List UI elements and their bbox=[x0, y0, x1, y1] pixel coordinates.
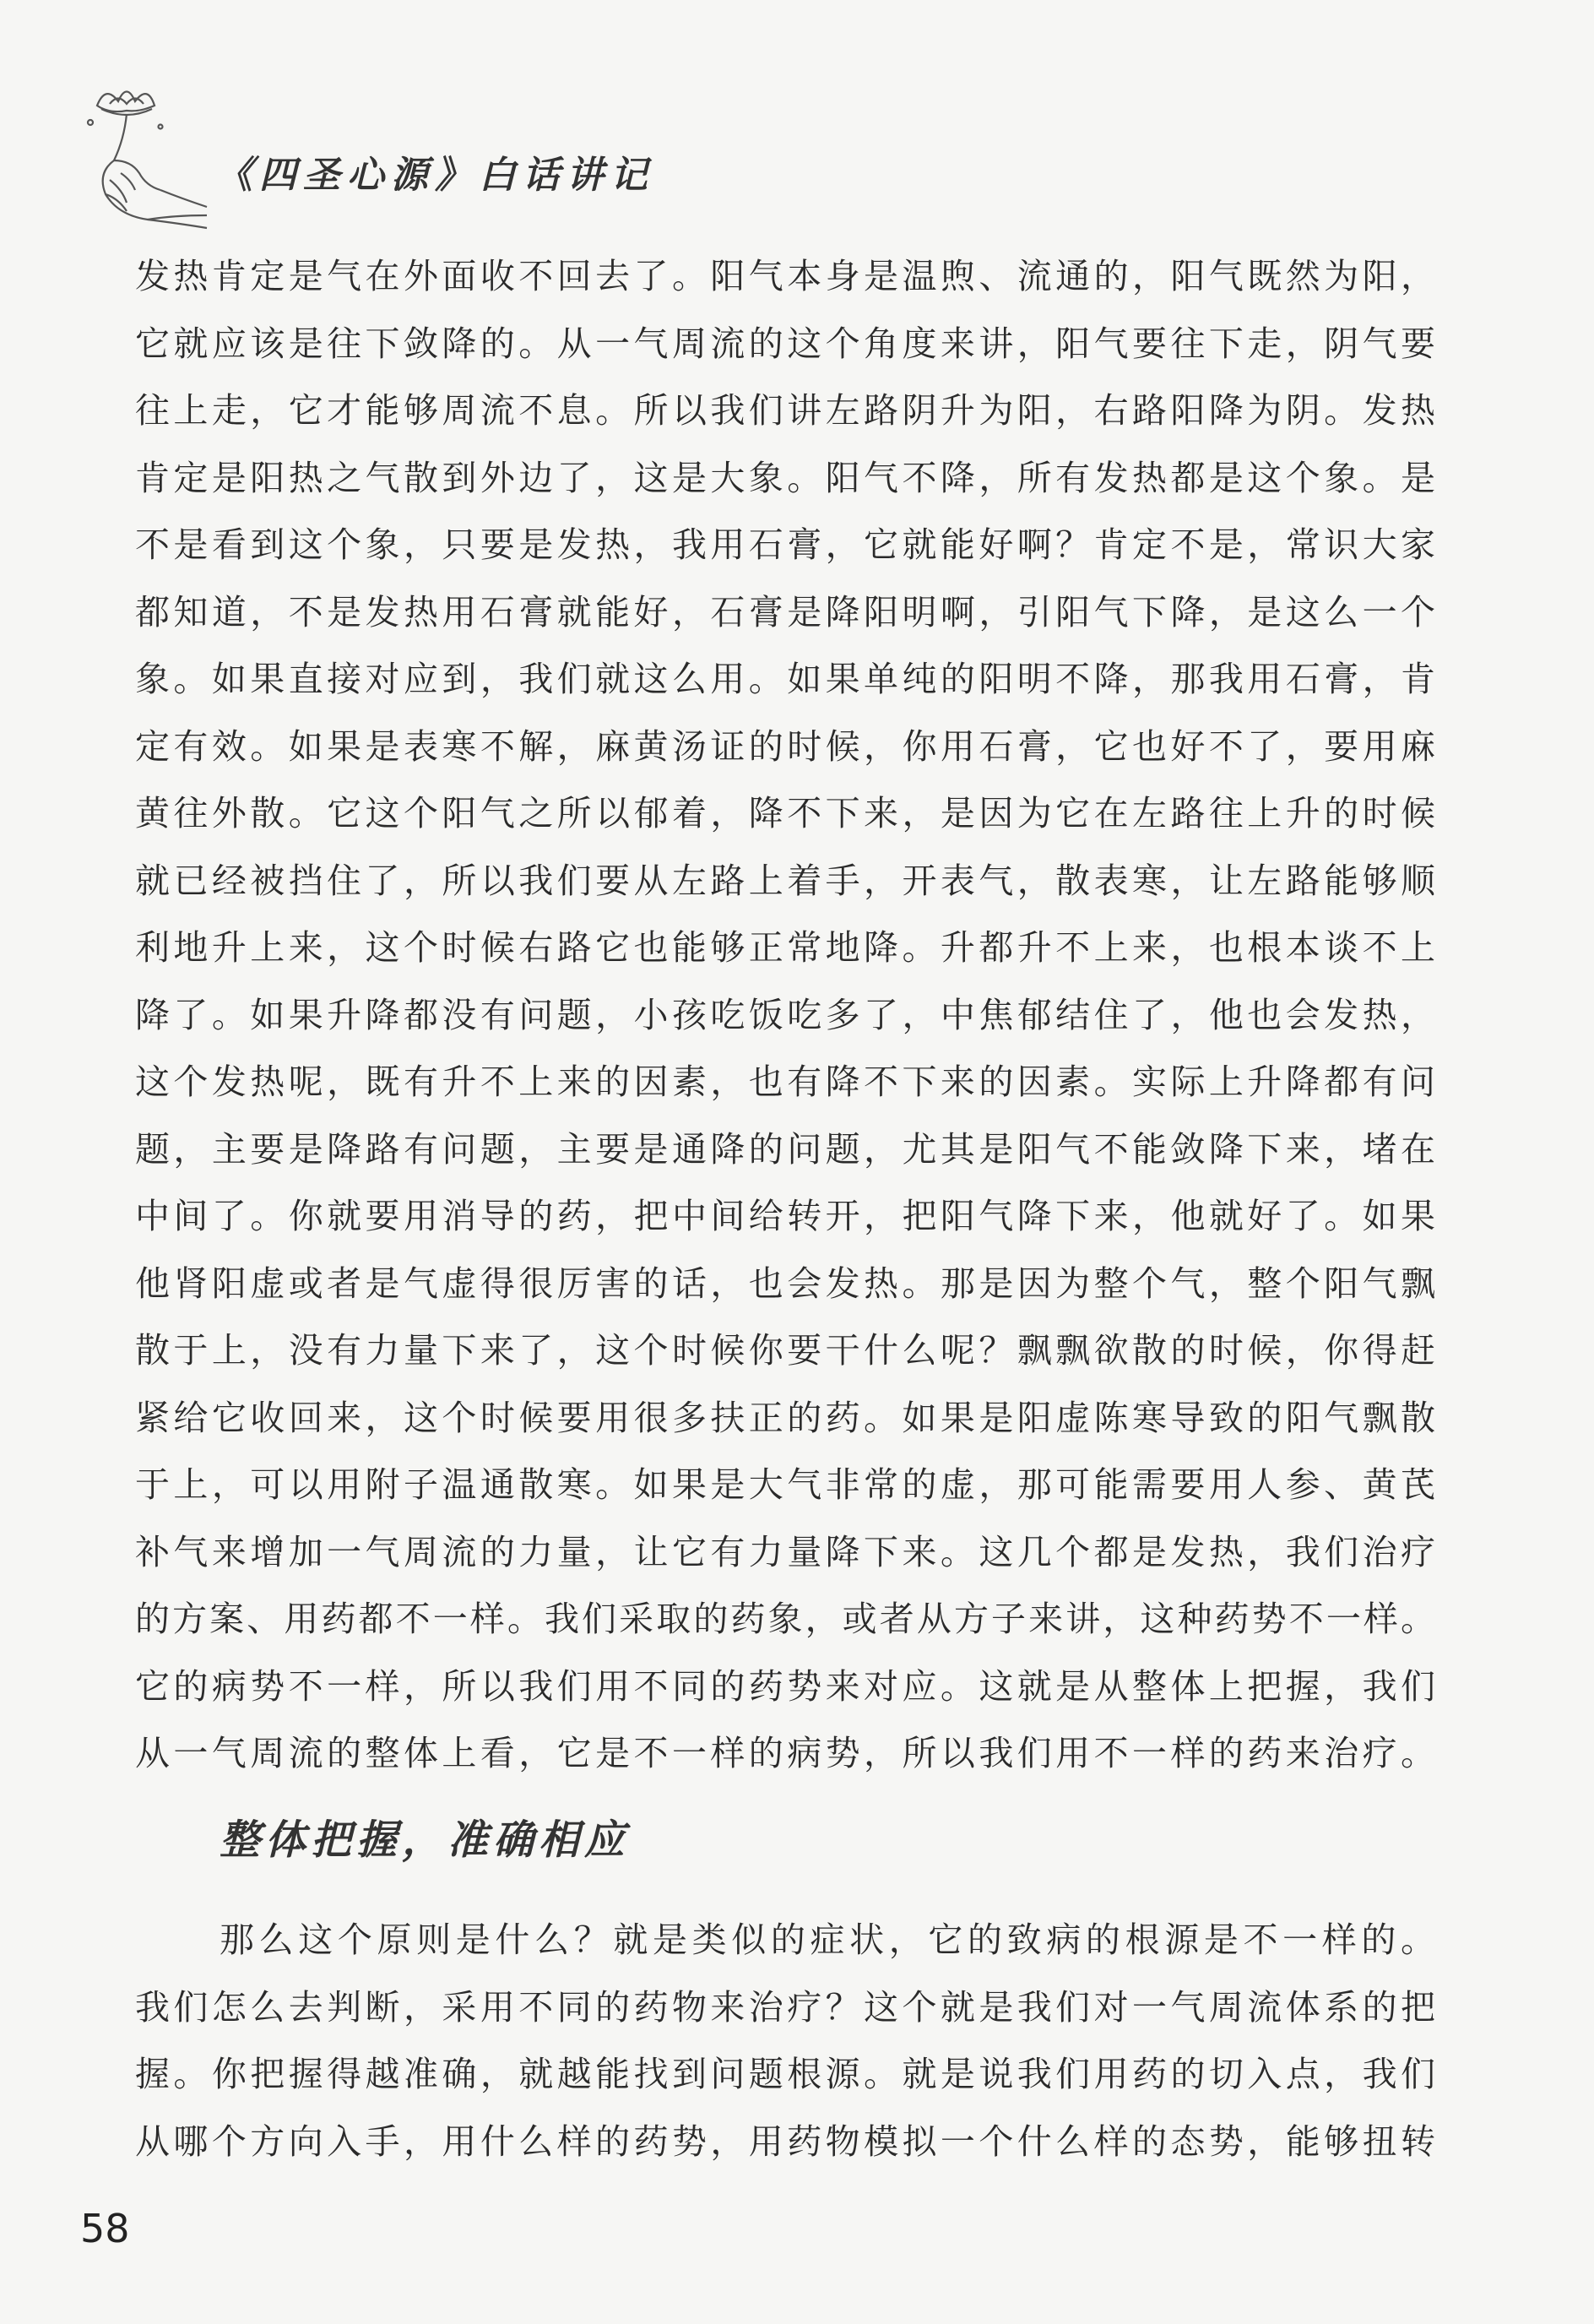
text-line: 它的病势不一样，所以我们用不同的药势来对应。这就是从整体上把握，我们 bbox=[135, 1665, 1435, 1707]
text-line: 肯定是阳热之气散到外边了，这是大象。阳气不降，所有发热都是这个象。是 bbox=[135, 457, 1435, 498]
text-line: 的方案、用药都不一样。我们采取的药象，或者从方子来讲，这种药势不一样。 bbox=[135, 1599, 1435, 1639]
text-line: 都知道，不是发热用石膏就能好，石膏是降阳明啊，引阳气下降，是这么一个 bbox=[135, 591, 1435, 633]
paragraph-1 bbox=[135, 243, 1452, 1788]
text-line: 于上，可以用附子温通散寒。如果是大气非常的虚，那可能需要用人参、黄芪 bbox=[135, 1464, 1435, 1505]
text-line: 散于上，没有力量下来了，这个时候你要干什么呢？飘飘欲散的时候，你得赶 bbox=[135, 1330, 1435, 1371]
text-line: 紧给它收回来，这个时候要用很多扶正的药。如果是阳虚陈寒导致的阳气飘散 bbox=[135, 1397, 1435, 1438]
text-line: 他肾阳虚或者是气虚得很厉害的话，也会发热。那是因为整个气，整个阳气飘 bbox=[135, 1262, 1435, 1304]
text-line: 我们怎么去判断，采用不同的药物来治疗？这个就是我们对一气周流体系的把 bbox=[135, 1986, 1435, 2028]
section-heading: 整体把握，准确相应 bbox=[220, 1816, 631, 1864]
text-line: 补气来增加一气周流的力量，让它有力量降下来。这几个都是发热，我们治疗 bbox=[135, 1531, 1435, 1572]
text-line: 往上走，它才能够周流不息。所以我们讲左路阴升为阳，右路阳降为阴。发热 bbox=[135, 390, 1435, 431]
text-line: 题，主要是降路有问题，主要是通降的问题，尤其是阳气不能敛降下来，堵在 bbox=[135, 1128, 1435, 1170]
text-line: 发热肯定是气在外面收不回去了。阳气本身是温煦、流通的，阳气既然为阳， bbox=[135, 256, 1435, 296]
text-line: 它就应该是往下敛降的。从一气周流的这个角度来讲，阳气要往下走，阴气要 bbox=[135, 323, 1435, 364]
text-line: 这个发热呢，既有升不上来的因素，也有降不下来的因素。实际上升降都有问 bbox=[135, 1062, 1435, 1102]
lotus-hand-icon bbox=[80, 80, 215, 232]
text-line: 降了。如果升降都没有问题，小孩吃饭吃多了，中焦郁结住了，他也会发热， bbox=[135, 994, 1435, 1035]
text-line: 中间了。你就要用消导的药，把中间给转开，把阳气降下来，他就好了。如果 bbox=[135, 1196, 1435, 1236]
text-line: 就已经被挡住了，所以我们要从左路上着手，开表气，散表寒，让左路能够顺 bbox=[135, 860, 1435, 901]
text-line: 握。你把握得越准确，就越能找到问题根源。就是说我们用药的切入点，我们 bbox=[135, 2054, 1435, 2094]
text-line: 定有效。如果是表寒不解，麻黄汤证的时候，你用石膏，它也好不了，要用麻 bbox=[135, 725, 1435, 767]
paragraph-2 bbox=[135, 1907, 1452, 2175]
book-title: 《四圣心源》白话讲记 bbox=[215, 154, 654, 197]
text-line: 不是看到这个象，只要是发热，我用石膏，它就能好啊？肯定不是，常识大家 bbox=[135, 524, 1435, 565]
page-number: 58 bbox=[80, 2206, 130, 2251]
text-line: 从一气周流的整体上看，它是不一样的病势，所以我们用不一样的药来治疗。 bbox=[135, 1733, 1435, 1773]
running-header bbox=[80, 80, 671, 232]
text-line: 那么这个原则是什么？就是类似的症状，它的致病的根源是不一样的。 bbox=[220, 1919, 1435, 1960]
text-line: 从哪个方向入手，用什么样的药势，用药物模拟一个什么样的态势，能够扭转 bbox=[135, 2120, 1435, 2162]
text-line: 象。如果直接对应到，我们就这么用。如果单纯的阳明不降，那我用石膏，肯 bbox=[135, 659, 1435, 699]
text-line: 利地升上来，这个时候右路它也能够正常地降。升都升不上来，也根本谈不上 bbox=[135, 927, 1435, 968]
text-line: 黄往外散。它这个阳气之所以郁着，降不下来，是因为它在左路往上升的时候 bbox=[135, 793, 1435, 833]
